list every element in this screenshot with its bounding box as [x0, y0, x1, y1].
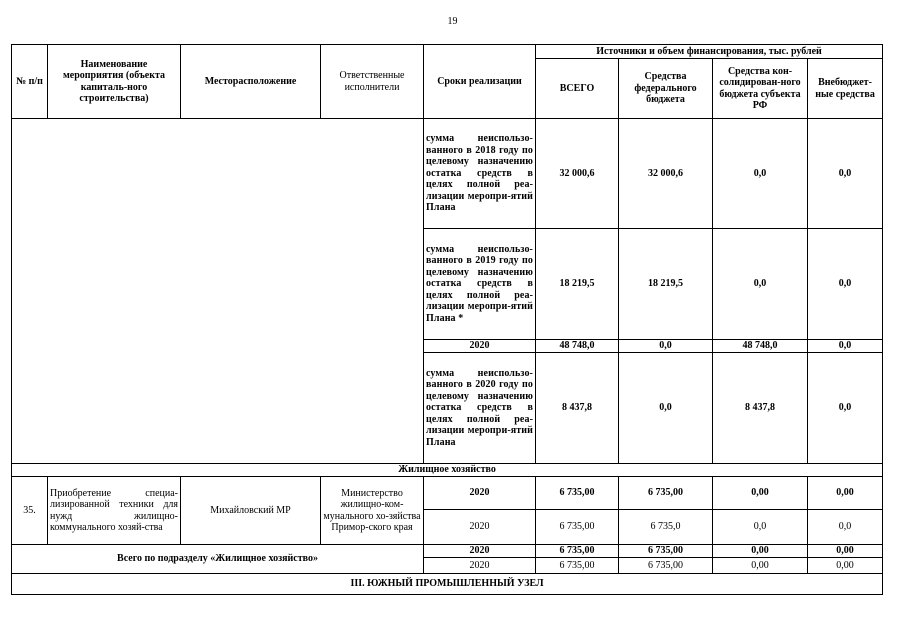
term-cell: 2020	[424, 545, 536, 558]
regional-cell: 0,0	[713, 510, 808, 545]
total-cell: 6 735,00	[536, 510, 619, 545]
extra-cell: 0,00	[808, 558, 883, 574]
total-cell: 48 748,0	[536, 340, 619, 353]
term-cell: 2020	[424, 558, 536, 574]
item-executors: Министерство жилищно-ком-мунального хо-зяйства Примор-ского края	[321, 477, 424, 545]
subtotal-label: Всего по подразделу «Жилищное хозяйство»	[12, 545, 424, 574]
header-extrabudget: Внебюджет-ные средства	[808, 59, 883, 119]
extra-cell: 0,00	[808, 545, 883, 558]
regional-cell: 0,00	[713, 558, 808, 574]
term-cell: 2020	[424, 510, 536, 545]
item-number: 35.	[12, 477, 48, 545]
header-name: Наименование мероприятия (объекта капиталь-ного строительства)	[48, 45, 181, 119]
table-row	[12, 545, 883, 558]
term-cell: сумма неиспользо-ванного в 2019 году по целевому назначению остатка средств в целях полной реа-лизации меропри-ятий Плана *	[424, 229, 536, 340]
extra-cell: 0,00	[808, 477, 883, 510]
regional-cell: 0,00	[713, 477, 808, 510]
regional-cell: 8 437,8	[713, 353, 808, 464]
federal-cell: 6 735,00	[619, 477, 713, 510]
term-cell: 2020	[424, 477, 536, 510]
header-terms: Сроки реализации	[424, 45, 536, 119]
extra-cell: 0,0	[808, 510, 883, 545]
header-sources: Источники и объем финансирования, тыс. рублей	[536, 45, 883, 59]
header-regional: Средства кон-солидирован-ного бюджета субъекта РФ	[713, 59, 808, 119]
regional-cell: 0,0	[713, 119, 808, 229]
regional-cell: 48 748,0	[713, 340, 808, 353]
total-cell: 6 735,00	[536, 558, 619, 574]
federal-cell: 6 735,00	[619, 545, 713, 558]
extra-cell: 0,0	[808, 340, 883, 353]
extra-cell: 0,0	[808, 229, 883, 340]
regional-cell: 0,0	[713, 229, 808, 340]
federal-cell: 6 735,0	[619, 510, 713, 545]
item-name: Приобретение специа-лизированной техники для нужд жилищно-коммунального хозяй-ства	[48, 477, 181, 545]
term-cell: сумма неиспользо-ванного в 2020 году по целевому назначению остатка средств в целях полной реа-лизации меропри-ятий Плана	[424, 353, 536, 464]
header-executors: Ответственные исполнители	[321, 45, 424, 119]
federal-cell: 6 735,00	[619, 558, 713, 574]
federal-cell: 0,0	[619, 353, 713, 464]
total-cell: 8 437,8	[536, 353, 619, 464]
header-federal: Средства федерального бюджета	[619, 59, 713, 119]
header-num: № п/п	[12, 45, 48, 119]
total-cell: 32 000,6	[536, 119, 619, 229]
term-cell: 2020	[424, 340, 536, 353]
header-total: ВСЕГО	[536, 59, 619, 119]
federal-cell: 0,0	[619, 340, 713, 353]
table-row	[12, 119, 883, 229]
total-cell: 6 735,00	[536, 545, 619, 558]
item-location: Михайловский МР	[181, 477, 321, 545]
financing-table	[11, 44, 883, 595]
term-cell: сумма неиспользо-ванного в 2018 году по целевому назначению остатка средств в целях полной реа-лизации меропри-ятий Плана	[424, 119, 536, 229]
extra-cell: 0,0	[808, 353, 883, 464]
federal-cell: 32 000,6	[619, 119, 713, 229]
section-housing-title: Жилищное хозяйство	[12, 464, 883, 477]
federal-cell: 18 219,5	[619, 229, 713, 340]
section-south-industrial-title: III. ЮЖНЫЙ ПРОМЫШЛЕННЫЙ УЗЕЛ	[12, 574, 883, 595]
total-cell: 6 735,00	[536, 477, 619, 510]
page-number: 19	[447, 16, 458, 27]
total-cell: 18 219,5	[536, 229, 619, 340]
table-row	[12, 477, 883, 510]
empty-merged-cell	[12, 119, 424, 464]
header-location: Месторасположение	[181, 45, 321, 119]
regional-cell: 0,00	[713, 545, 808, 558]
extra-cell: 0,0	[808, 119, 883, 229]
